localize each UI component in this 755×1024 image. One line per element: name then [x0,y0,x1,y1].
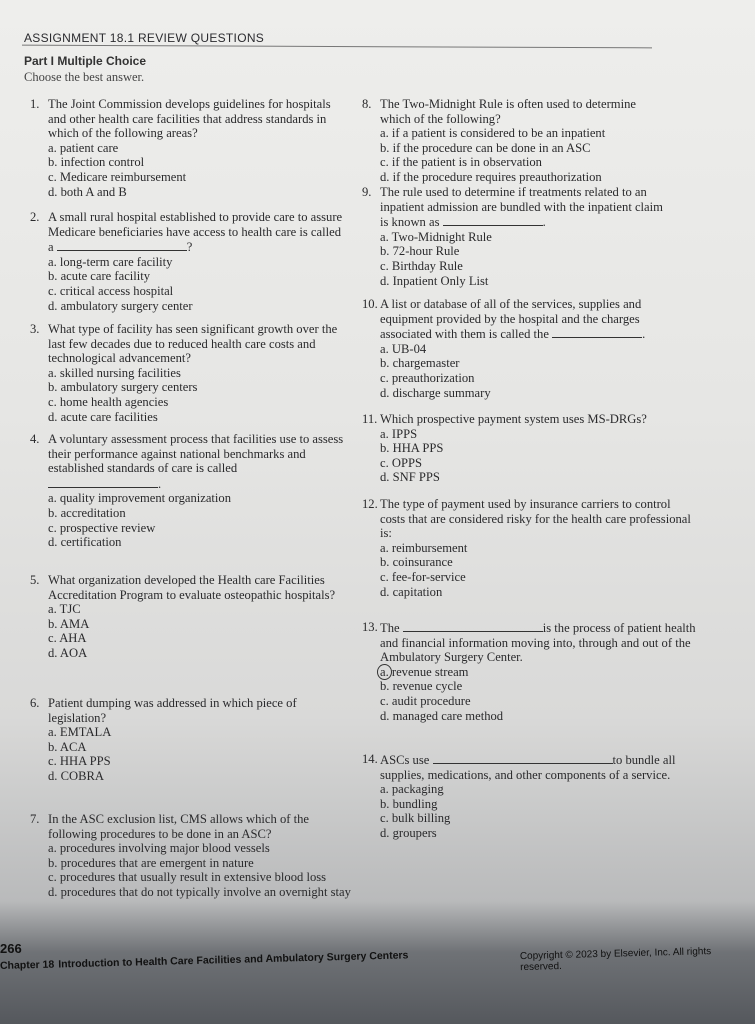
answer-option[interactable]: d. COBRA [48,768,104,783]
answer-option[interactable]: d. Inpatient Only List [380,273,489,288]
chapter-title: Introduction to Health Care Facilities and Ambulatory Surgery Centers [58,949,409,971]
question-stem [362,752,722,782]
answer-option[interactable]: a. IPPS [380,426,418,441]
stem-text [380,497,692,541]
stem-text [48,97,348,141]
stem-part: The Joint Commission develops guidelines for hospitals and other health care facilities that address standards in which of the following areas? [48,97,331,141]
stem-part: What organization developed the Health care Facilities Accreditation Program to evaluate osteopathic hospitals? [48,573,336,602]
answer-option[interactable]: b. chargemaster [380,356,460,371]
question-13 [362,620,712,723]
stem-part: The [380,621,400,635]
answer-option[interactable]: c. prospective review [48,520,156,535]
stem-text [380,620,712,665]
question-number: 2. [30,210,40,224]
stem-text [380,412,647,427]
question-stem [30,432,348,491]
question-5 [30,573,348,661]
stem-part: A list or database of all of the services, supplies and equipment provided by the hospital and the charges associated with them is called the [380,297,642,342]
question-stem [362,185,672,230]
answer-option[interactable]: d. both A and B [48,184,127,199]
part-heading: Part I Multiple Choice [24,54,147,68]
question-stem [30,573,348,602]
answer-option[interactable]: d. procedures that do not typically involve an overnight stay [48,884,351,899]
question-stem [362,297,682,342]
question-stem [30,97,348,141]
assignment-title: ASSIGNMENT 18.1 REVIEW QUESTIONS [24,31,265,45]
answer-option[interactable]: c. HHA PPS [48,754,111,769]
question-stem [30,322,348,366]
answer-option[interactable]: a. TJC [48,602,81,617]
answer-option[interactable]: c. critical access hospital [48,283,174,298]
question-stem [30,696,348,725]
stem-text [48,210,348,255]
stem-text [48,812,360,841]
answer-blank[interactable] [443,214,543,226]
instructions: Choose the best answer. [24,70,145,84]
answer-option[interactable]: c. audit procedure [380,693,471,708]
question-stem [30,210,348,255]
answer-blank[interactable] [57,239,187,251]
answer-option[interactable]: a. skilled nursing facilities [48,365,181,380]
answer-option[interactable]: b. ACA [48,739,87,754]
question-2 [30,210,348,313]
answer-option[interactable]: d. certification [48,535,122,550]
answer-option[interactable]: a. reimbursement [380,540,468,555]
question-stem [362,497,692,541]
stem-part: The type of payment used by insurance carriers to control costs that are considered risky for the health care professional is: [380,497,691,541]
question-7 [30,812,360,900]
question-number: 12. [362,497,378,511]
stem-part: . [642,327,646,342]
answer-option[interactable]: b. revenue cycle [380,679,463,694]
answer-option[interactable]: b. bundling [380,796,438,811]
chapter-label: Chapter 18 [0,958,55,972]
stem-part: The rule used to determine if treatments related to an inpatient admission are bundled with the inpatient claim is known as [380,185,663,230]
page-number: 266 [0,941,22,956]
stem-part: A voluntary assessment process that facilities use to assess their performance against national benchmarks and established standards of care is called [48,432,344,476]
answer-option[interactable]: c. fee-for-service [380,569,466,584]
answer-blank[interactable] [403,620,543,632]
stem-text [48,432,348,491]
question-10 [362,297,682,400]
answer-option[interactable]: a. revenue stream [380,665,712,680]
answer-option[interactable]: a. quality improvement organization [48,491,232,506]
stem-part: What type of facility has seen significant growth over the last few decades due to reduced health care costs and technological advancement? [48,322,338,366]
answer-option[interactable]: b. procedures that are emergent in nature [48,855,254,870]
question-number: 3. [30,322,40,336]
stem-part: to bundle all supplies, medications, and other components of a service. [380,753,676,782]
question-stem [30,812,360,841]
handwritten-circle-mark [377,664,392,680]
question-stem [362,412,682,427]
stem-part: Which prospective payment system uses MS-DRGs? [380,412,647,426]
answer-option[interactable]: d. AOA [48,645,88,660]
answer-blank[interactable] [48,476,158,488]
answer-option[interactable]: a. Two-Midnight Rule [380,229,492,244]
question-number: 7. [30,812,40,826]
answer-option[interactable]: d. if the procedure requires preauthorization [380,169,602,184]
answer-blank[interactable] [433,752,613,764]
question-number: 1. [30,97,40,111]
stem-text [48,573,348,602]
answer-option[interactable]: b. HHA PPS [380,441,444,456]
question-3 [30,322,348,424]
question-number: 8. [362,97,372,111]
answer-option[interactable]: d. groupers [380,825,437,840]
answer-option[interactable]: b. ambulatory surgery centers [48,380,198,395]
answer-option[interactable]: a. if a patient is considered to be an inpatient [380,126,606,141]
answer-option[interactable]: c. if the patient is in observation [380,155,542,170]
answer-option[interactable]: b. infection control [48,155,145,170]
answer-option[interactable]: d. ambulatory surgery center [48,298,193,313]
answer-option[interactable]: a. patient care [48,140,119,155]
answer-option[interactable]: b. acute care facility [48,269,151,284]
answer-option[interactable]: a. UB-04 [380,341,427,356]
stem-text [380,752,722,782]
question-number: 11. [362,412,378,426]
stem-part: . [158,476,162,491]
answer-option[interactable]: d. SNF PPS [380,470,440,485]
answer-option[interactable]: b. if the procedure can be done in an ASC [380,140,591,155]
answer-option[interactable]: c. preauthorization [380,370,475,385]
answer-option[interactable]: c. AHA [48,631,87,646]
answer-option[interactable]: d. managed care method [380,708,504,723]
stem-part: Patient dumping was addressed in which piece of legislation? [48,696,297,725]
answer-option[interactable]: c. bulk billing [380,811,451,826]
answer-option[interactable]: b. AMA [48,616,90,631]
chapter-footer [0,949,413,972]
question-number: 14. [362,752,378,766]
answer-option[interactable]: d. capitation [380,584,443,599]
question-number: 13. [362,620,378,634]
question-6 [30,696,348,784]
stem-text [48,696,348,725]
stem-part: ASCs use [380,753,430,767]
stem-part: is the process of patient health and financial information moving into, through and out of the Ambulatory Surgery Center. [380,621,696,665]
answer-option[interactable]: b. accreditation [48,505,126,520]
question-stem [362,97,662,126]
answer-option[interactable]: a. packaging [380,782,444,797]
answer-option[interactable]: c. Medicare reimbursement [48,169,187,184]
answer-option[interactable]: d. discharge summary [380,385,491,400]
answer-option[interactable]: c. home health agencies [48,394,169,409]
stem-text [380,297,682,342]
question-12 [362,497,692,599]
answer-option[interactable]: b. 72-hour Rule [380,244,460,259]
answer-option[interactable]: a. EMTALA [48,725,112,740]
answer-option[interactable]: a. procedures involving major blood vessels [48,841,270,856]
title-rule [22,45,652,49]
stem-text [380,185,672,230]
answer-option[interactable]: c. OPPS [380,455,422,470]
stem-text [48,322,348,366]
question-9 [362,185,672,288]
stem-part: A small rural hospital established to provide care to assure Medicare beneficiaries have access to health care is called a [48,210,343,255]
question-number: 10. [362,297,378,311]
stem-part: . [542,215,546,230]
answer-option[interactable]: c. Birthday Rule [380,258,463,273]
copyright: Copyright © 2023 by Elsevier, Inc. All rights reserved. [519,946,712,974]
question-number: 5. [30,573,40,587]
question-number: 6. [30,696,40,710]
answer-option[interactable]: c. procedures that usually result in extensive blood loss [48,870,327,885]
question-14 [362,752,722,841]
stem-text [380,97,662,126]
answer-option[interactable]: a. long-term care facility [48,254,173,269]
question-number: 9. [362,185,372,199]
question-number: 4. [30,432,40,446]
stem-part: The Two-Midnight Rule is often used to determine which of the following? [380,97,636,126]
stem-part: ? [186,240,193,255]
stem-part: In the ASC exclusion list, CMS allows which of the following procedures to be done in an ASC? [48,812,309,841]
question-stem [362,620,712,665]
question-4 [30,432,348,550]
answer-option[interactable]: b. coinsurance [380,555,453,570]
question-11 [362,412,682,485]
answer-blank[interactable] [552,326,642,338]
question-8 [362,97,662,185]
answer-option[interactable]: d. acute care facilities [48,409,158,424]
question-1 [30,97,348,199]
